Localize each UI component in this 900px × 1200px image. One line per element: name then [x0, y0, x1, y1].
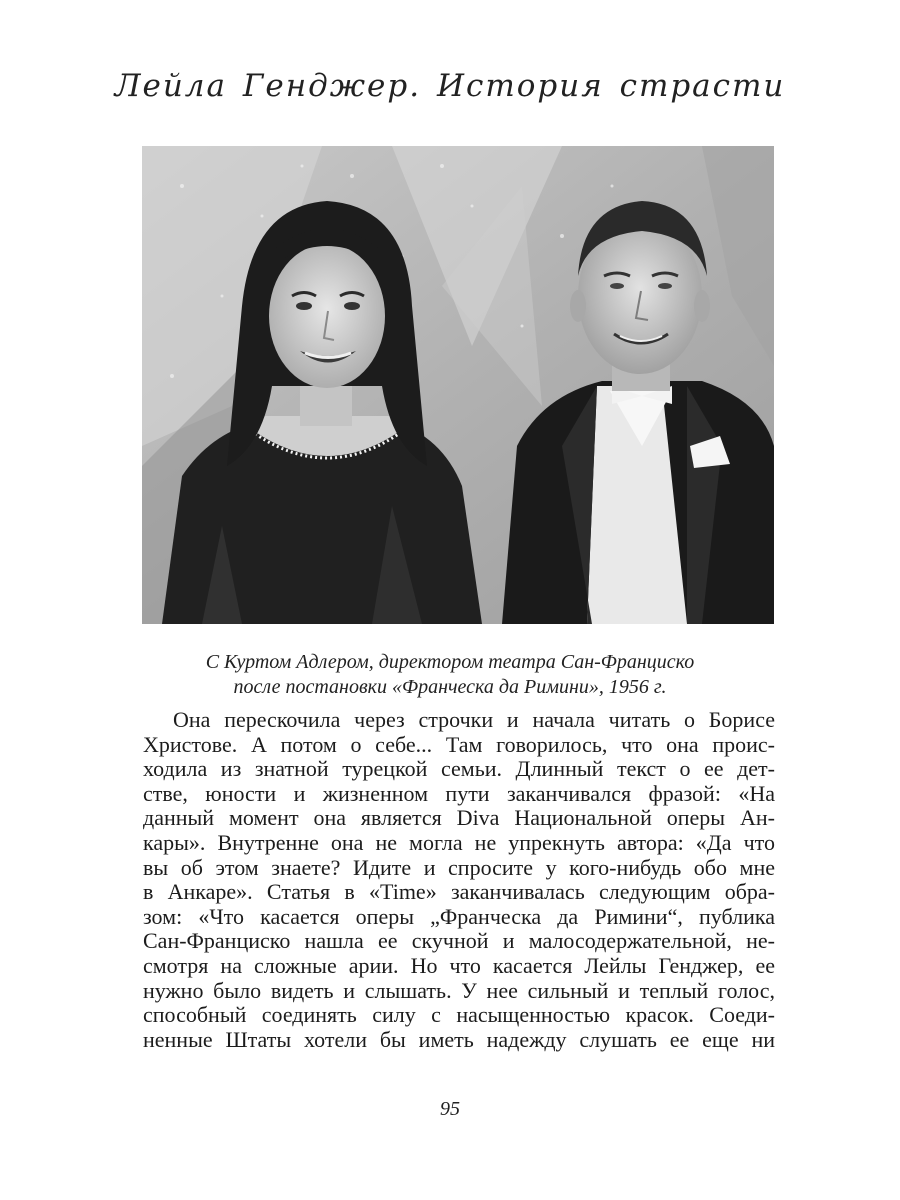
body-paragraph — [143, 708, 775, 1052]
text-line: способный соединять силу с насыщенностью красок. Соеди- — [143, 1002, 775, 1028]
text-line: вы об этом знаете? Идите и спросите у кого-нибудь обо мне — [143, 854, 775, 880]
text-line: кары». Внутренне она не могла не упрекнуть автора: «Да что — [143, 829, 775, 855]
text-line: смотря на сложные арии. Но что касается Лейлы Генджер, ее — [143, 952, 775, 978]
text-line: данный момент она является Diva Национальной оперы Ан- — [143, 805, 775, 831]
page-number: 95 — [440, 1098, 460, 1120]
text-line: ненные Штаты хотели бы иметь надежду слушать ее еще ни — [143, 1026, 775, 1052]
text-line: ходила из знатной турецкой семьи. Длинный текст о ее дет- — [143, 756, 775, 782]
photograph — [142, 146, 774, 624]
caption-line-1: С Куртом Адлером, директором театра Сан-Франциско — [205, 651, 695, 673]
photo-illustration — [142, 146, 774, 624]
caption-line-2: после постановки «Франческа да Римини», 1956 г. — [233, 676, 667, 698]
running-head: Лейла Генджер. История страсти — [114, 68, 786, 104]
text-line: стве, юности и жизненном пути заканчивался фразой: «На — [143, 780, 775, 806]
text-line: Сан-Франциско нашла ее скучной и малосодержательной, не- — [143, 928, 775, 954]
photo-caption — [0, 650, 900, 700]
text-line: нужно было видеть и слышать. У нее сильный и теплый голос, — [143, 977, 775, 1003]
text-line: в Анкаре». Статья в «Time» заканчивалась следующим обра- — [143, 879, 775, 905]
text-line: Она перескочила через строчки и начала читать о Борисе — [173, 707, 775, 732]
text-line: зом: «Что касается оперы „Франческа да Римини“, публика — [143, 903, 775, 929]
text-line: Христове. А потом о себе... Там говорилось, что она проис- — [143, 731, 775, 757]
